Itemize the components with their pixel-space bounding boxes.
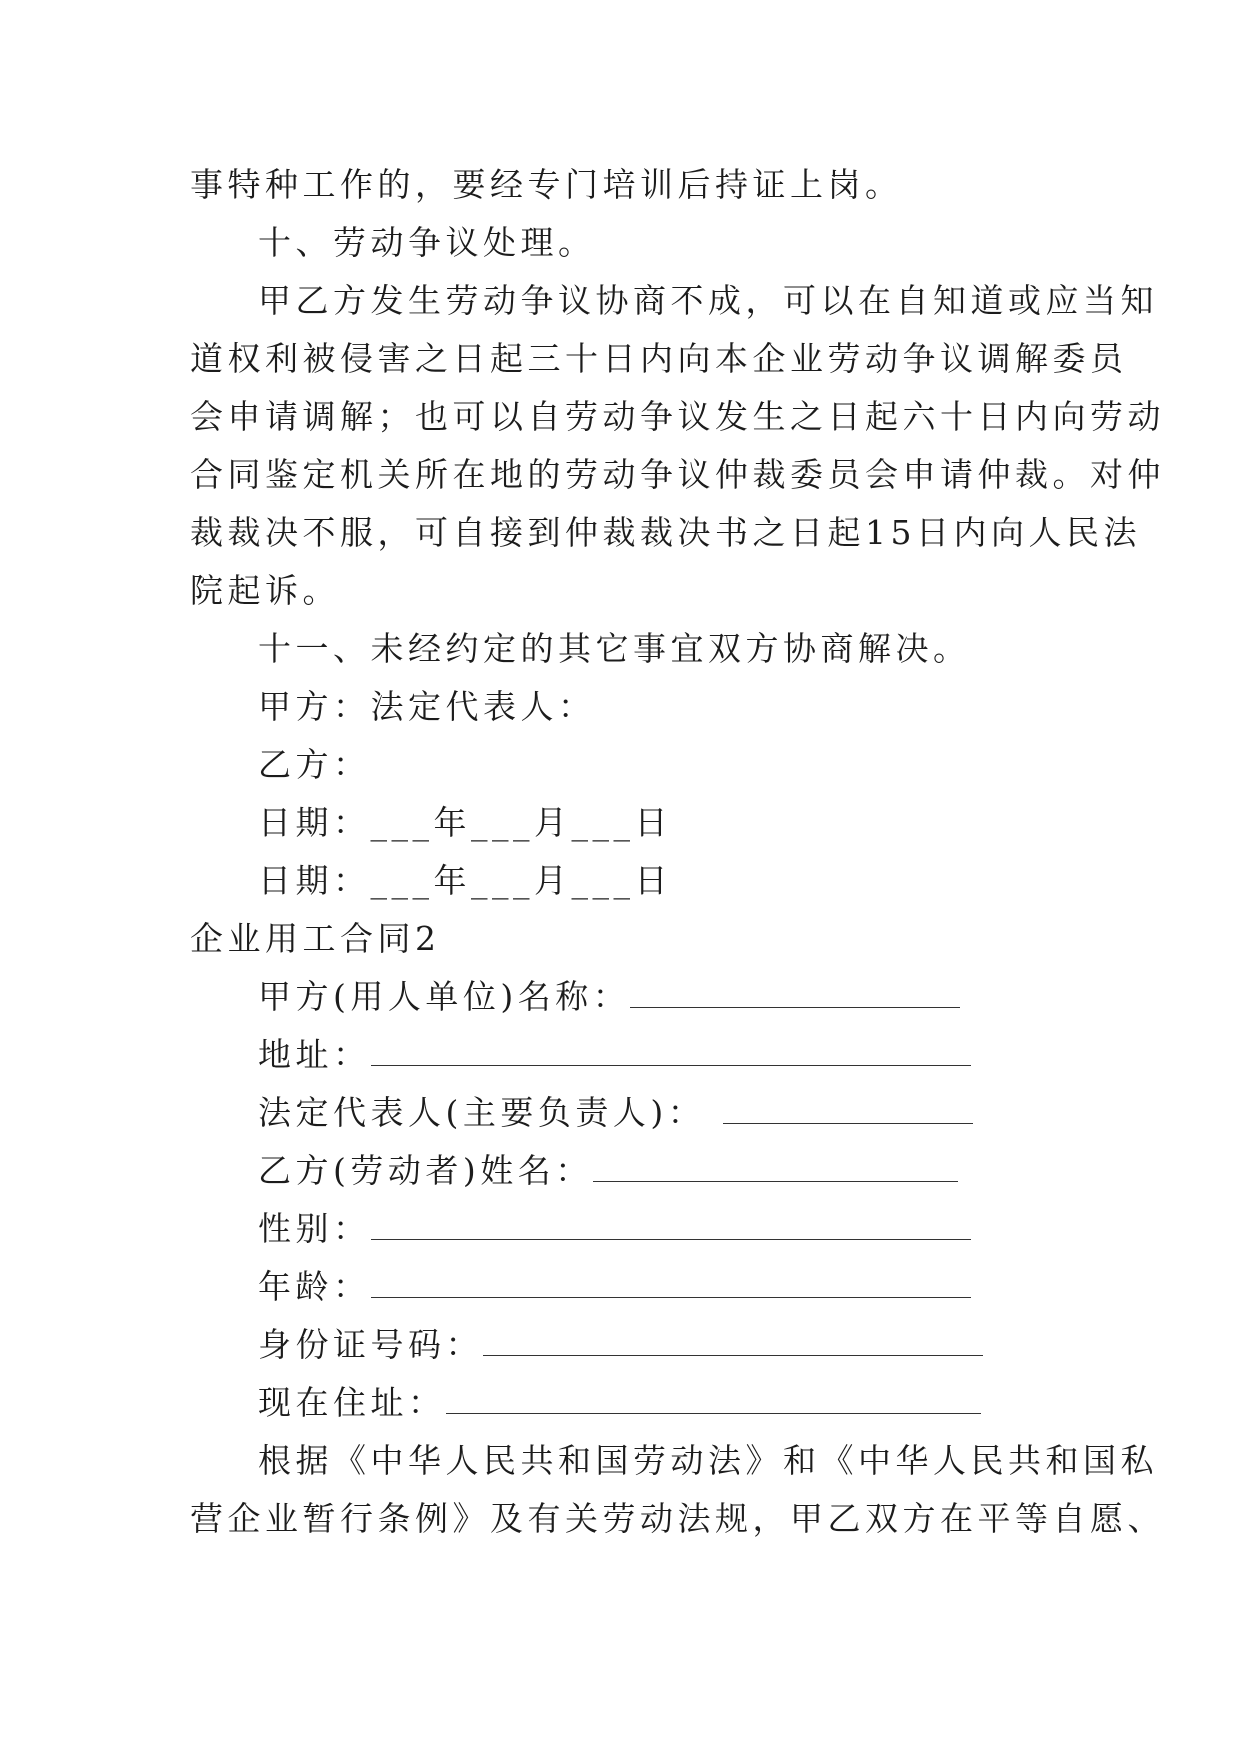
document-title: 企业用工合同2 — [190, 919, 441, 958]
paragraph-line: 营企业暂行条例》及有关劳动法规，甲乙双方在平等自愿、 — [190, 1499, 1165, 1538]
fill-blank — [723, 1095, 973, 1124]
field-label: 现在住址： — [258, 1383, 446, 1422]
paragraph-line: 根据《中华人民共和国劳动法》和《中华人民共和国私 — [258, 1441, 1158, 1480]
section-heading: 十一、未经约定的其它事宜双方协商解决。 — [258, 629, 971, 668]
signature-date: 日期：___年___月___日 — [258, 803, 672, 842]
field-label: 年龄： — [258, 1267, 371, 1306]
signature-party-b: 乙方： — [258, 745, 371, 784]
form-field-worker-name — [258, 1151, 958, 1191]
paragraph-line: 会申请调解；也可以自劳动争议发生之日起六十日内向劳动 — [190, 397, 1165, 436]
field-label: 甲方(用人单位)名称： — [258, 977, 631, 1016]
fill-blank — [630, 979, 960, 1008]
fill-blank — [483, 1327, 983, 1356]
form-field-residence — [258, 1383, 981, 1423]
fill-blank — [371, 1269, 971, 1298]
form-field-gender — [258, 1209, 971, 1249]
fill-blank — [371, 1211, 971, 1240]
signature-party-a: 甲方：法定代表人： — [258, 687, 596, 726]
paragraph-line: 合同鉴定机关所在地的劳动争议仲裁委员会申请仲裁。对仲 — [190, 455, 1165, 494]
form-field-address — [258, 1035, 971, 1075]
form-field-employer — [258, 977, 960, 1017]
form-field-age — [258, 1267, 971, 1307]
field-label: 法定代表人(主要负责人)： — [258, 1093, 706, 1132]
paragraph-line: 甲乙方发生劳动争议协商不成，可以在自知道或应当知 — [258, 281, 1158, 320]
paragraph-line: 道权利被侵害之日起三十日内向本企业劳动争议调解委员 — [190, 339, 1128, 378]
field-label: 性别： — [258, 1209, 371, 1248]
paragraph-line: 事特种工作的，要经专门培训后持证上岗。 — [190, 165, 903, 204]
form-field-legal-rep — [258, 1093, 973, 1133]
paragraph-line: 裁裁决不服，可自接到仲裁裁决书之日起15日内向人民法 — [190, 513, 1141, 552]
fill-blank — [371, 1037, 971, 1066]
field-label: 身份证号码： — [258, 1325, 483, 1364]
signature-date: 日期：___年___月___日 — [258, 861, 672, 900]
fill-blank — [593, 1153, 958, 1182]
form-field-id-number — [258, 1325, 983, 1365]
paragraph-line: 院起诉。 — [190, 571, 340, 610]
field-label: 地址： — [258, 1035, 371, 1074]
fill-blank — [446, 1385, 981, 1414]
field-label: 乙方(劳动者)姓名： — [258, 1151, 593, 1190]
section-heading: 十、劳动争议处理。 — [258, 223, 596, 262]
